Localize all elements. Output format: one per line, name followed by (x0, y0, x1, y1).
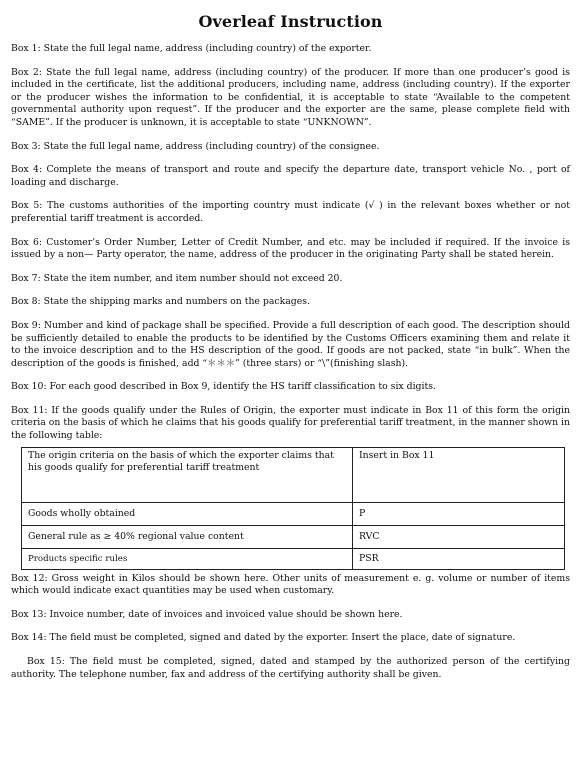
table-row (22, 502, 565, 525)
box-10-instruction: Box 10: For each good described in Box 9, identify the HS tariff classification to six digits. (11, 381, 436, 393)
box-14-instruction: Box 14: The field must be completed, signed and dated by the exporter. Insert the place, date of signature. (11, 632, 516, 644)
page-title: Overleaf Instruction (198, 12, 383, 31)
table-header-criteria: The origin criteria on the basis of which the exporter claims that his goods qualify for preferential tariff treatment (22, 447, 353, 502)
table-row (22, 548, 565, 569)
box-7-instruction: Box 7: State the item number, and item number should not exceed 20. (11, 272, 343, 284)
box-5-instruction: Box 5: The customs authorities of the importing country must indicate (√ ) in the relevant boxes whether or not preferential tariff treatment is accorded. (11, 200, 570, 224)
table-cell-insert: PSR (353, 548, 565, 569)
table-cell-insert: RVC (353, 525, 565, 548)
origin-criteria-table (21, 447, 565, 570)
table-header-insert: Insert in Box 11 (353, 447, 565, 502)
box-15-instruction: Box 15: The field must be completed, signed, dated and stamped by the authorized person of the certifying authority. The telephone number, fax and address of the certifying authority shall be given. (11, 656, 570, 680)
box-1-instruction: Box 1: State the full legal name, address (including country) of the exporter. (11, 43, 372, 54)
box-3-instruction: Box 3: State the full legal name, address (including country) of the consignee. (11, 140, 380, 152)
box-2-instruction: Box 2: State the full legal name, address (including country) of the producer. If more than one producer’s good is included in the certificate, list the additional producers, including name, address (including country). If the exporter or the producer wishes the information to be confidential, it is acceptable to state “Available to the competent governmental authority upon request”. If the producer and the exporter are the same, please complete field with “SAME”. If the producer is unknown, it is acceptable to state “UNKNOWN”. (11, 66, 570, 128)
box-4-instruction: Box 4: Complete the means of transport and route and specify the departure date, transport vehicle No. , port of loading and discharge. (11, 164, 570, 188)
box-9-instruction: Box 9: Number and kind of package shall be specified. Provide a full description of each good. The description should be sufficiently detailed to enable the products to be identified by the Customs Officers examining them and relate it to the invoice description and to the HS description of the good. If goods are not packed, state “in bulk”. When the description of the goods is finished, add “＊＊＊” (three stars) or “\”(finishing slash). (11, 319, 570, 369)
box-8-instruction: Box 8: State the shipping marks and numbers on the packages. (11, 296, 310, 308)
table-cell-criteria: Products specific rules (22, 548, 353, 569)
table-cell-insert: P (353, 502, 565, 525)
table-cell-criteria: General rule as ≥ 40% regional value content (22, 525, 353, 548)
box-11-instruction: Box 11: If the goods qualify under the Rules of Origin, the exporter must indicate in Box 11 of this form the origin criteria on the basis of which he claims that his goods qualify for preferential tariff treatment, in the manner shown in the following table: (11, 404, 570, 442)
box-13-instruction: Box 13: Invoice number, date of invoices and invoiced value should be shown here. (11, 608, 403, 620)
box-6-instruction: Box 6: Customer’s Order Number, Letter of Credit Number, and etc. may be included if required. If the invoice is issued by a non— Party operator, the name, address of the producer in the originating Party shall be stated herein. (11, 236, 570, 261)
table-header-row (22, 447, 565, 502)
box-12-instruction: Box 12: Gross weight in Kilos should be shown here. Other units of measurement e. g. volume or number of items which would indicate exact quantities may be used when customary. (11, 572, 570, 597)
table-row (22, 525, 565, 548)
table-cell-criteria: Goods wholly obtained (22, 502, 353, 525)
